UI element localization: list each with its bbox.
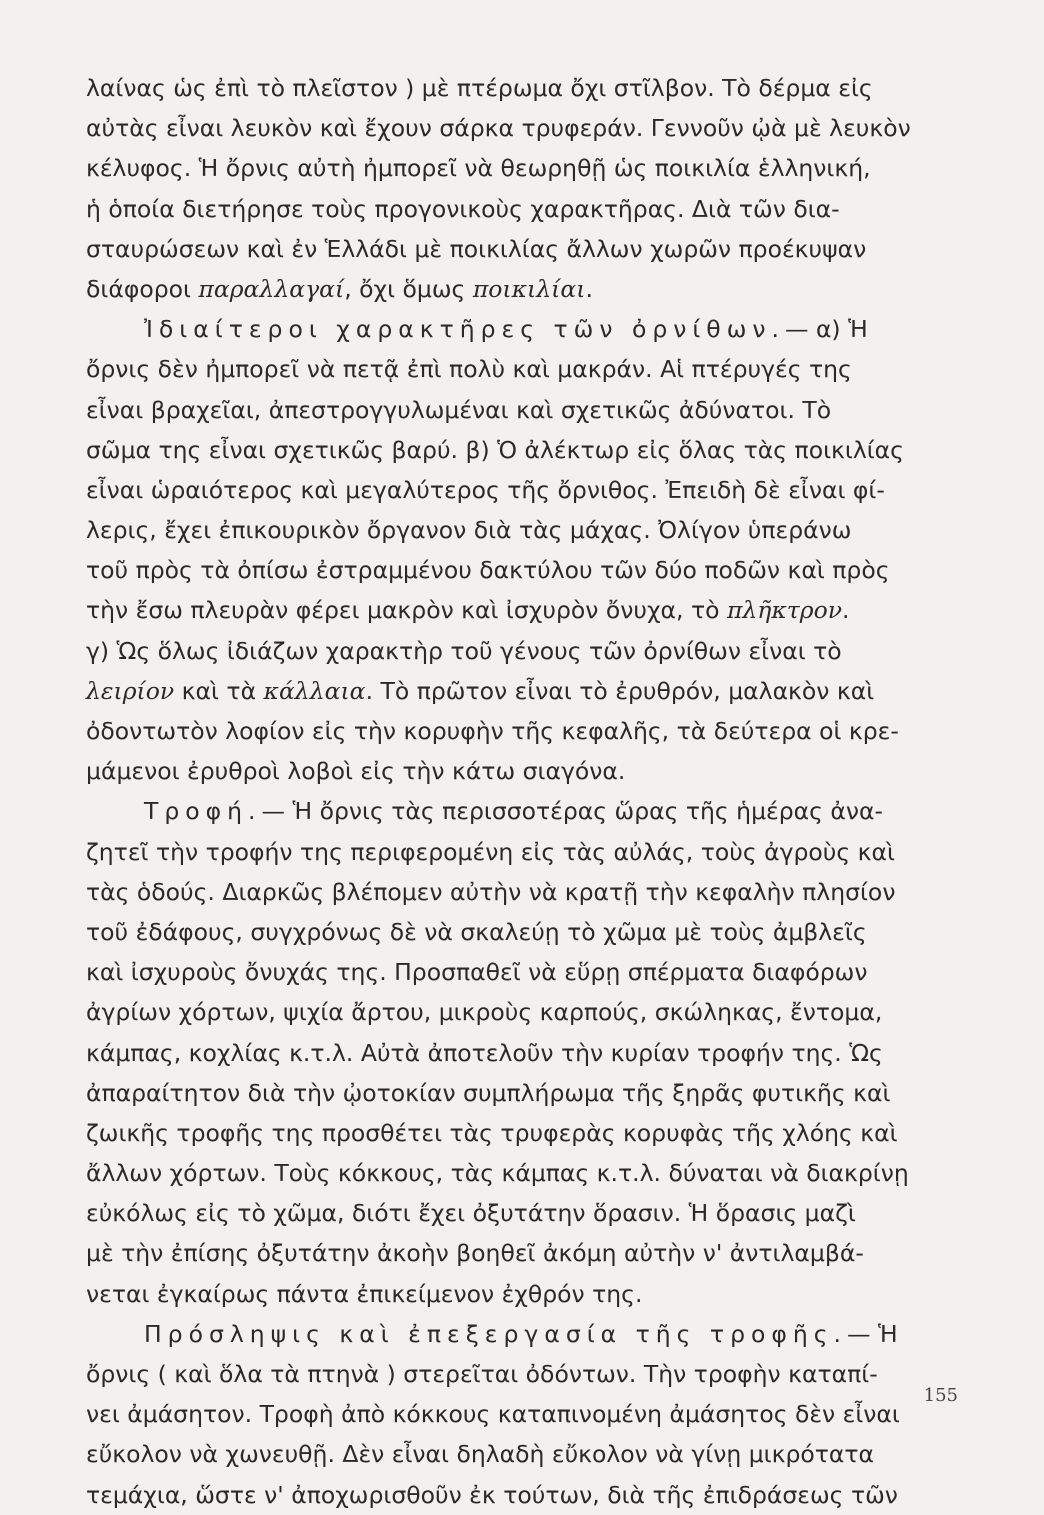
text-line	[86, 671, 966, 711]
text-line: ζωικῆς τροφῆς της προσθέτει τὰς τρυφερὰς κορυφὰς τῆς χλόης καὶ	[86, 1118, 898, 1147]
text-line: γ) Ὡς ὅλως ἰδιάζων χαρακτὴρ τοῦ γένους τῶν ὀρνίθων εἶναι τὸ	[86, 636, 842, 665]
italic-term: λειρίον	[86, 676, 175, 705]
text-line: ἀγρίων χόρτων, ψιχία ἄρτου, μικροὺς καρπούς, σκώληκας, ἔντομα,	[86, 998, 883, 1027]
italic-term: κάλλαια	[263, 676, 366, 705]
text-segment: .	[842, 596, 850, 625]
text-line: λαίνας ὡς ἐπὶ τὸ πλεῖστον ) μὲ πτέρωμα ὄχι στῖλβον. Τὸ δέρμα εἰς	[86, 74, 873, 102]
text-line: τὰς ὁδούς. Διαρκῶς βλέπομεν αὐτὴν νὰ κρατῇ τὴν κεφαλὴν πλησίον	[86, 877, 896, 906]
section-heading-line	[86, 309, 966, 349]
text-line: τοῦ πρὸς τὰ ὀπίσω ἐστραμμένου δακτύλου τῶν δύο ποδῶν καὶ πρὸς	[86, 556, 890, 585]
text-segment: — α) Ἡ	[784, 315, 868, 344]
section-heading-line	[86, 791, 966, 831]
text-line	[86, 590, 966, 630]
text-line: ὀδοντωτὸν λοφίον εἰς τὴν κορυφὴν τῆς κεφαλῆς, τὰ δεύτερα οἱ κρε-	[86, 717, 899, 745]
section-heading-line	[86, 1314, 966, 1354]
text-line: μάμενοι ἐρυθροὶ λοβοὶ εἰς τὴν κάτω σιαγόνα.	[86, 757, 626, 786]
text-segment: διάφοροι	[86, 274, 199, 303]
text-line: κέλυφος. Ἡ ὄρνις αὐτὴ ἠμπορεῖ νὰ θεωρηθῇ ὡς ποικιλία ἑλληνική,	[86, 154, 871, 183]
text-line: εἶναι ὡραιότερος καὶ μεγαλύτερος τῆς ὄρνιθος. Ἐπειδὴ δὲ εἶναι φί-	[86, 475, 885, 504]
text-line: ὄρνις δὲν ἠμπορεῖ νὰ πετᾷ ἐπὶ πολὺ καὶ μακράν. Αἱ πτέρυγές της	[86, 355, 852, 384]
text-line: τοῦ ἐδάφους, συγχρόνως δὲ νὰ σκαλεύῃ τὸ χῶμα μὲ τοὺς ἀμβλεῖς	[86, 917, 867, 946]
section-heading: Ἰδιαίτεροι χαρακτῆρες τῶν ὀρνίθων.	[144, 315, 785, 344]
text-line: κάμπας, κοχλίας κ.τ.λ. Αὐτὰ ἀποτελοῦν τὴν κυρίαν τροφήν της. Ὡς	[86, 1038, 883, 1067]
text-line	[86, 269, 966, 309]
text-segment: καὶ τὰ	[174, 676, 264, 705]
text-line: νεται ἐγκαίρως πάντα ἐπικείμενον ἐχθρόν της.	[86, 1279, 643, 1308]
italic-term: ποικιλίαι	[472, 274, 586, 303]
text-line: εἶναι βραχεῖαι, ἀπεστρογγυλωμέναι καὶ σχετικῶς ἀδύνατοι. Τὸ	[86, 395, 832, 424]
text-segment: , ὄχι ὅμως	[344, 274, 473, 303]
section-heading: Πρόσληψις καὶ ἐπεξεργασία τῆς τροφῆς.	[144, 1319, 848, 1348]
text-line: ὄρνις ( καὶ ὅλα τὰ πτηνὰ ) στερεῖται ὀδόντων. Τὴν τροφὴν καταπί-	[86, 1360, 878, 1388]
text-line: μὲ τὴν ἐπίσης ὀξυτάτην ἀκοὴν βοηθεῖ ἀκόμη αὐτὴν ν' ἀντιλαμβά-	[86, 1239, 864, 1268]
text-line: νει ἀμάσητον. Τροφὴ ἀπὸ κόκκους καταπινομένη ἀμάσητος δὲν εἶναι	[86, 1400, 900, 1429]
text-line: εὐκόλως εἰς τὸ χῶμα, διότι ἔχει ὀξυτάτην ὅρασιν. Ἡ ὅρασις μαζὶ	[86, 1199, 856, 1228]
text-line: ἄλλων χόρτων. Τοὺς κόκκους, τὰς κάμπας κ.τ.λ. δύναται νὰ διακρίνῃ	[86, 1159, 909, 1188]
text-line: ἀπαραίτητον διὰ τὴν ᾠοτοκίαν συμπλήρωμα τῆς ξηρᾶς φυτικῆς καὶ	[86, 1078, 891, 1107]
text-segment: .	[585, 274, 593, 303]
text-line: σῶμα της εἶναι σχετικῶς βαρύ. β) Ὁ ἀλέκτωρ εἰς ὅλας τὰς ποικιλίας	[86, 435, 904, 464]
text-segment: . Τὸ πρῶτον εἶναι τὸ ἐρυθρόν, μαλακὸν καὶ	[365, 676, 875, 705]
text-line: ἡ ὁποία διετήρησε τοὺς προγονικοὺς χαρακτῆρας. Διὰ τῶν δια-	[86, 194, 840, 223]
text-line: σταυρώσεων καὶ ἐν Ἑλλάδι μὲ ποικιλίας ἄλλων χωρῶν προέκυψαν	[86, 234, 867, 263]
italic-term: παραλλαγαί	[198, 274, 345, 303]
text-line: ζητεῖ τὴν τροφήν της περιφερομένη εἰς τὰς αὐλάς, τοὺς ἀγροὺς καὶ	[86, 837, 895, 866]
text-line: αὐτὰς εἶναι λευκὸν καὶ ἔχουν σάρκα τρυφεράν. Γεννοῦν ᾠὰ μὲ λευκὸν	[86, 114, 911, 143]
text-line: καὶ ἰσχυροὺς ὄνυχάς της. Προσπαθεῖ νὰ εὕρῃ σπέρματα διαφόρων	[86, 958, 868, 987]
text-segment: — Ἡ	[847, 1319, 898, 1348]
italic-term: πλῆκτρον	[726, 596, 843, 625]
page-number: 155	[923, 1385, 958, 1406]
section-heading: Τροφή.	[144, 797, 262, 826]
page-body	[86, 68, 966, 1515]
text-line: λερις, ἔχει ἐπικουρικὸν ὄργανον διὰ τὰς μάχας. Ὀλίγον ὑπεράνω	[86, 516, 852, 545]
text-line: εὔκολον νὰ χωνευθῇ. Δὲν εἶναι δηλαδὴ εὔκολον νὰ γίνῃ μικρότατα	[86, 1440, 875, 1469]
text-segment: — Ἡ ὄρνις τὰς περισσοτέρας ὥρας τῆς ἡμέρας ἀνα-	[261, 797, 883, 826]
text-segment: τὴν ἔσω πλευρὰν φέρει μακρὸν καὶ ἰσχυρὸν ὄνυχα, τὸ	[86, 596, 727, 625]
text-line: τεμάχια, ὥστε ν' ἀποχωρισθοῦν ἐκ τούτων, διὰ τῆς ἐπιδράσεως τῶν	[86, 1480, 898, 1509]
